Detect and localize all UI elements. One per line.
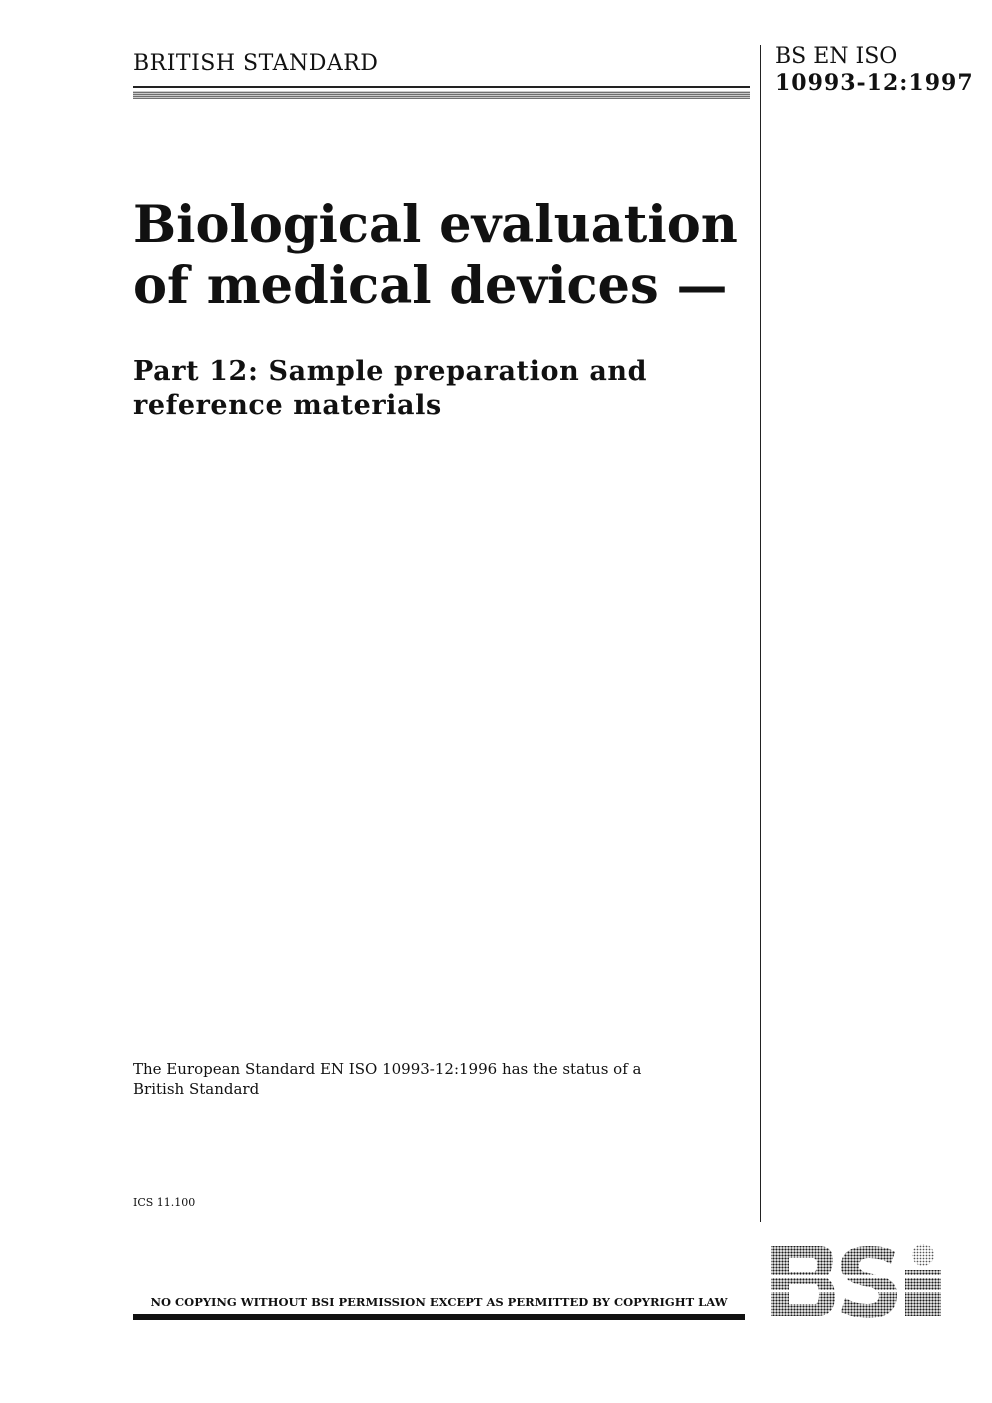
footer-rule (133, 1314, 745, 1320)
document-title: Biological evaluation of medical devices — (133, 195, 738, 316)
bsi-logo (769, 1242, 945, 1320)
document-part-title: Part 12: Sample preparation and reference materials (133, 356, 648, 421)
header-rule (133, 86, 750, 88)
copyright-notice: NO COPYING WITHOUT BSI PERMISSION EXCEPT AS PERMITTED BY COPYRIGHT LAW (150, 1295, 728, 1309)
ics-code: ICS 11.100 (133, 1196, 196, 1209)
status-note: The European Standard EN ISO 10993-12:1996 has the status of a British Standard (133, 1060, 642, 1098)
document-number (775, 44, 974, 96)
series-label: BRITISH STANDARD (133, 51, 379, 76)
document-number-line1: BS EN ISO (775, 44, 898, 69)
document-number-line2: 10993-12:1997 (775, 70, 974, 96)
vertical-divider (760, 45, 761, 1222)
header-hatched-rule (133, 91, 750, 99)
